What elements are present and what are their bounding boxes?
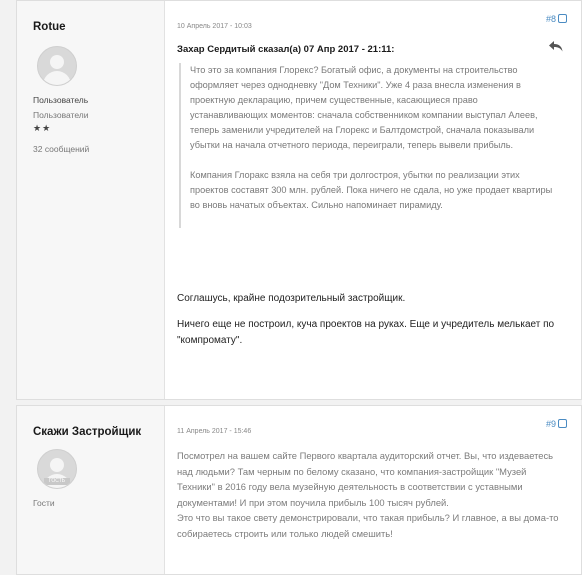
post-date: 10 Апрель 2017 - 10:03 bbox=[177, 23, 252, 30]
user-info-pane bbox=[17, 406, 165, 574]
post-paragraph: Ничего еще не построил, куча проектов на руках. Еще и учредитель мелькает по "компромату". bbox=[177, 319, 555, 346]
quote-paragraph: Что это за компания Глорекс? Богатый офис, а документы на строительство оформляет через однодневку "Дом Техники". Уже 4 раза внесла изменения в проектную декларацию, причем существенные, касающиеся право устанавливающих моментов: сначала собственником компании выступал Алеев, теперь заменили учредителей на Глорекс и Балтдомстрой, сначала показывали убытки на начала отчетного периода, переиграли, теперь вывели прибыль. bbox=[190, 65, 538, 150]
post-body bbox=[177, 291, 561, 359]
post-date: 11 Апрель 2017 - 15:46 bbox=[177, 428, 252, 435]
forum-post bbox=[16, 405, 582, 575]
message-count: 32 сообщений bbox=[33, 144, 90, 154]
post-number-link[interactable] bbox=[546, 419, 567, 429]
post-content bbox=[165, 1, 581, 399]
post-paragraph: Соглашусь, крайне подозрительный застройщик. bbox=[177, 293, 406, 304]
reply-arrow-icon[interactable] bbox=[549, 41, 563, 52]
post-paragraph: Это что вы такое свету демонстрировали, что такая прибыль? И главное, а вы дома-то собираетесь строить или только людей смешить! bbox=[177, 512, 559, 539]
user-role: Пользователь bbox=[33, 95, 89, 105]
avatar[interactable] bbox=[37, 46, 77, 86]
avatar-head-icon bbox=[50, 55, 64, 69]
user-group: Гости bbox=[33, 498, 55, 508]
guest-avatar bbox=[37, 449, 77, 489]
rating-stars: ★★ bbox=[33, 123, 52, 133]
quote-header: Захар Сердитый сказал(а) 07 Апр 2017 - 21:11: bbox=[177, 44, 395, 55]
post-number[interactable]: #9 bbox=[545, 419, 556, 429]
share-icon[interactable] bbox=[558, 419, 567, 428]
share-icon[interactable] bbox=[558, 14, 567, 23]
forum-post bbox=[16, 0, 582, 400]
user-group: Пользователи bbox=[33, 110, 89, 120]
post-number-link[interactable] bbox=[546, 14, 567, 24]
post-number[interactable]: #8 bbox=[545, 14, 556, 24]
avatar-body-icon bbox=[43, 71, 71, 86]
username[interactable]: Rotue bbox=[33, 21, 66, 33]
post-body bbox=[177, 448, 561, 541]
post-content bbox=[165, 406, 581, 574]
avatar-head-icon bbox=[50, 458, 64, 472]
username[interactable]: Скажи Застройщик bbox=[33, 426, 142, 438]
user-info-pane bbox=[17, 1, 165, 399]
guest-tag: ГОСТЬ bbox=[44, 478, 70, 485]
quote-paragraph: Компания Глоракс взяла на себя три долгостроя, убытки по реализации этих проектов составят 300 млн. рублей. Пока ничего не сдала, но уже продает квартиры во вновь начатых объектах. Сильно напоминает пирамиду. bbox=[190, 170, 553, 210]
quote-block bbox=[179, 63, 554, 228]
post-paragraph: Посмотрел на вашем сайте Первого квартала аудиторский отчет. Вы, что издеваетесь над людьми? Там черным по белому сказано, что компания-застройщик "Музей Техники" в 2016 году вела музейную деятельность в соответствии с уставными документами! И при этом поучила прибыль 100 тысяч рублей. bbox=[177, 450, 554, 508]
